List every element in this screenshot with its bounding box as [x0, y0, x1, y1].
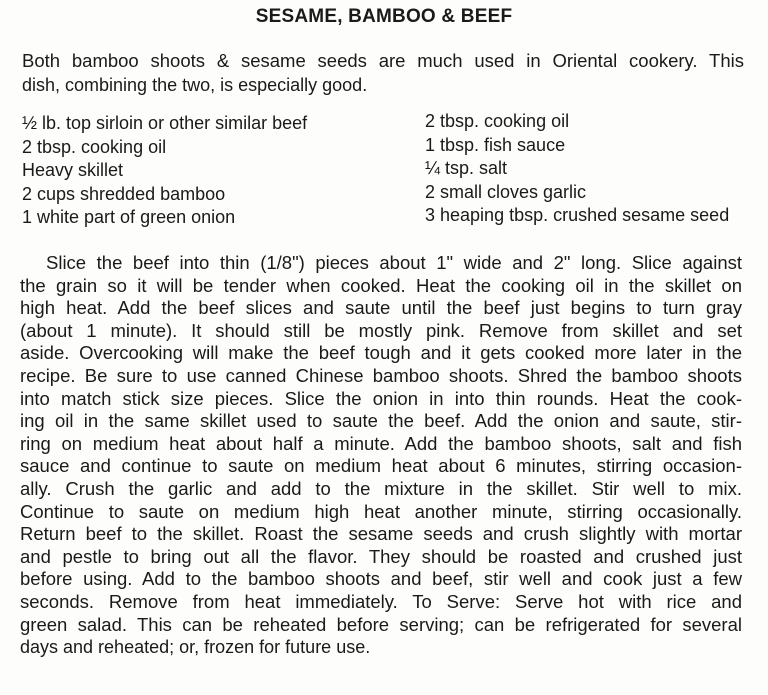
- method-line: Slice the beef into thin (1/8") pieces about 1" wide and 2" long. Slice against: [46, 252, 742, 273]
- method-line: Return beef to the skillet. Roast the sesame seeds and crush slightly with mortar: [20, 523, 742, 545]
- ingredient-item: 1 tbsp. fish sauce: [425, 134, 566, 155]
- method-line: aside. Overcooking will make the beef tough and it gets cooked more later in the: [20, 342, 742, 364]
- method-line: and pestle to bring out all the flavor. They should be roasted and crushed just: [20, 545, 742, 567]
- ingredient-item: 2 small cloves garlic: [425, 181, 587, 202]
- method-line: ally. Crush the garlic and add to the mixture in the skillet. Stir well to mix.: [20, 478, 742, 499]
- method-line: recipe. Be sure to use canned Chinese bamboo shoots. Shred the bamboo shoots: [20, 365, 742, 386]
- ingredient-item: 2 tbsp. cooking oil: [22, 136, 167, 157]
- intro-line: Both bamboo shoots & sesame seeds are much used in Oriental cookery. This: [22, 50, 744, 71]
- method-line: ring on medium heat about half a minute. Add the bamboo shoots, salt and fish: [20, 432, 742, 454]
- method-line: seconds. Remove from heat immediately. To Serve: Serve hot with rice and: [20, 591, 742, 612]
- ingredient-item: 2 cups shredded bamboo: [22, 183, 226, 204]
- method-line: the grain so it will be tender when cooked. Heat the cooking oil in the skillet on: [20, 274, 742, 296]
- method-line: green salad. This can be reheated before serving; can be refrigerated for several: [20, 613, 742, 635]
- recipe-title: SESAME, BAMBOO & BEEF: [255, 6, 513, 27]
- method-line: ing oil in the same skillet used to saute the beef. Add the onion and saute, stir-: [20, 410, 742, 432]
- ingredient-item: Heavy skillet: [22, 160, 124, 180]
- intro-line: dish, combining the two, is especially good.: [22, 75, 368, 95]
- ingredient-item: ¼ tsp. salt: [425, 158, 508, 178]
- method-line: high heat. Add the beef slices and saute until the beef just begins to turn gray: [20, 297, 742, 319]
- method-line: sauce and continue to saute on medium heat about 6 minutes, stirring occasion-: [20, 455, 742, 477]
- method-line: into match stick size pieces. Slice the onion in into thin rounds. Heat the cook-: [20, 387, 742, 409]
- method-line: days and reheated; or, frozen for future use.: [20, 637, 371, 658]
- ingredient-item: 3 heaping tbsp. crushed sesame seed: [425, 205, 730, 225]
- ingredient-item: 2 tbsp. cooking oil: [425, 111, 570, 131]
- method-line: (about 1 minute). It should still be mostly pink. Remove from skillet and set: [20, 319, 742, 341]
- ingredient-item: ½ lb. top sirloin or other similar beef: [22, 113, 308, 133]
- method-line: Continue to saute on medium high heat another minute, stirring occasionally.: [20, 500, 742, 522]
- ingredient-item: 1 white part of green onion: [22, 207, 236, 227]
- method-line: before using. Add to the bamboo shoots and beef, stir well and cook just a few: [20, 568, 742, 590]
